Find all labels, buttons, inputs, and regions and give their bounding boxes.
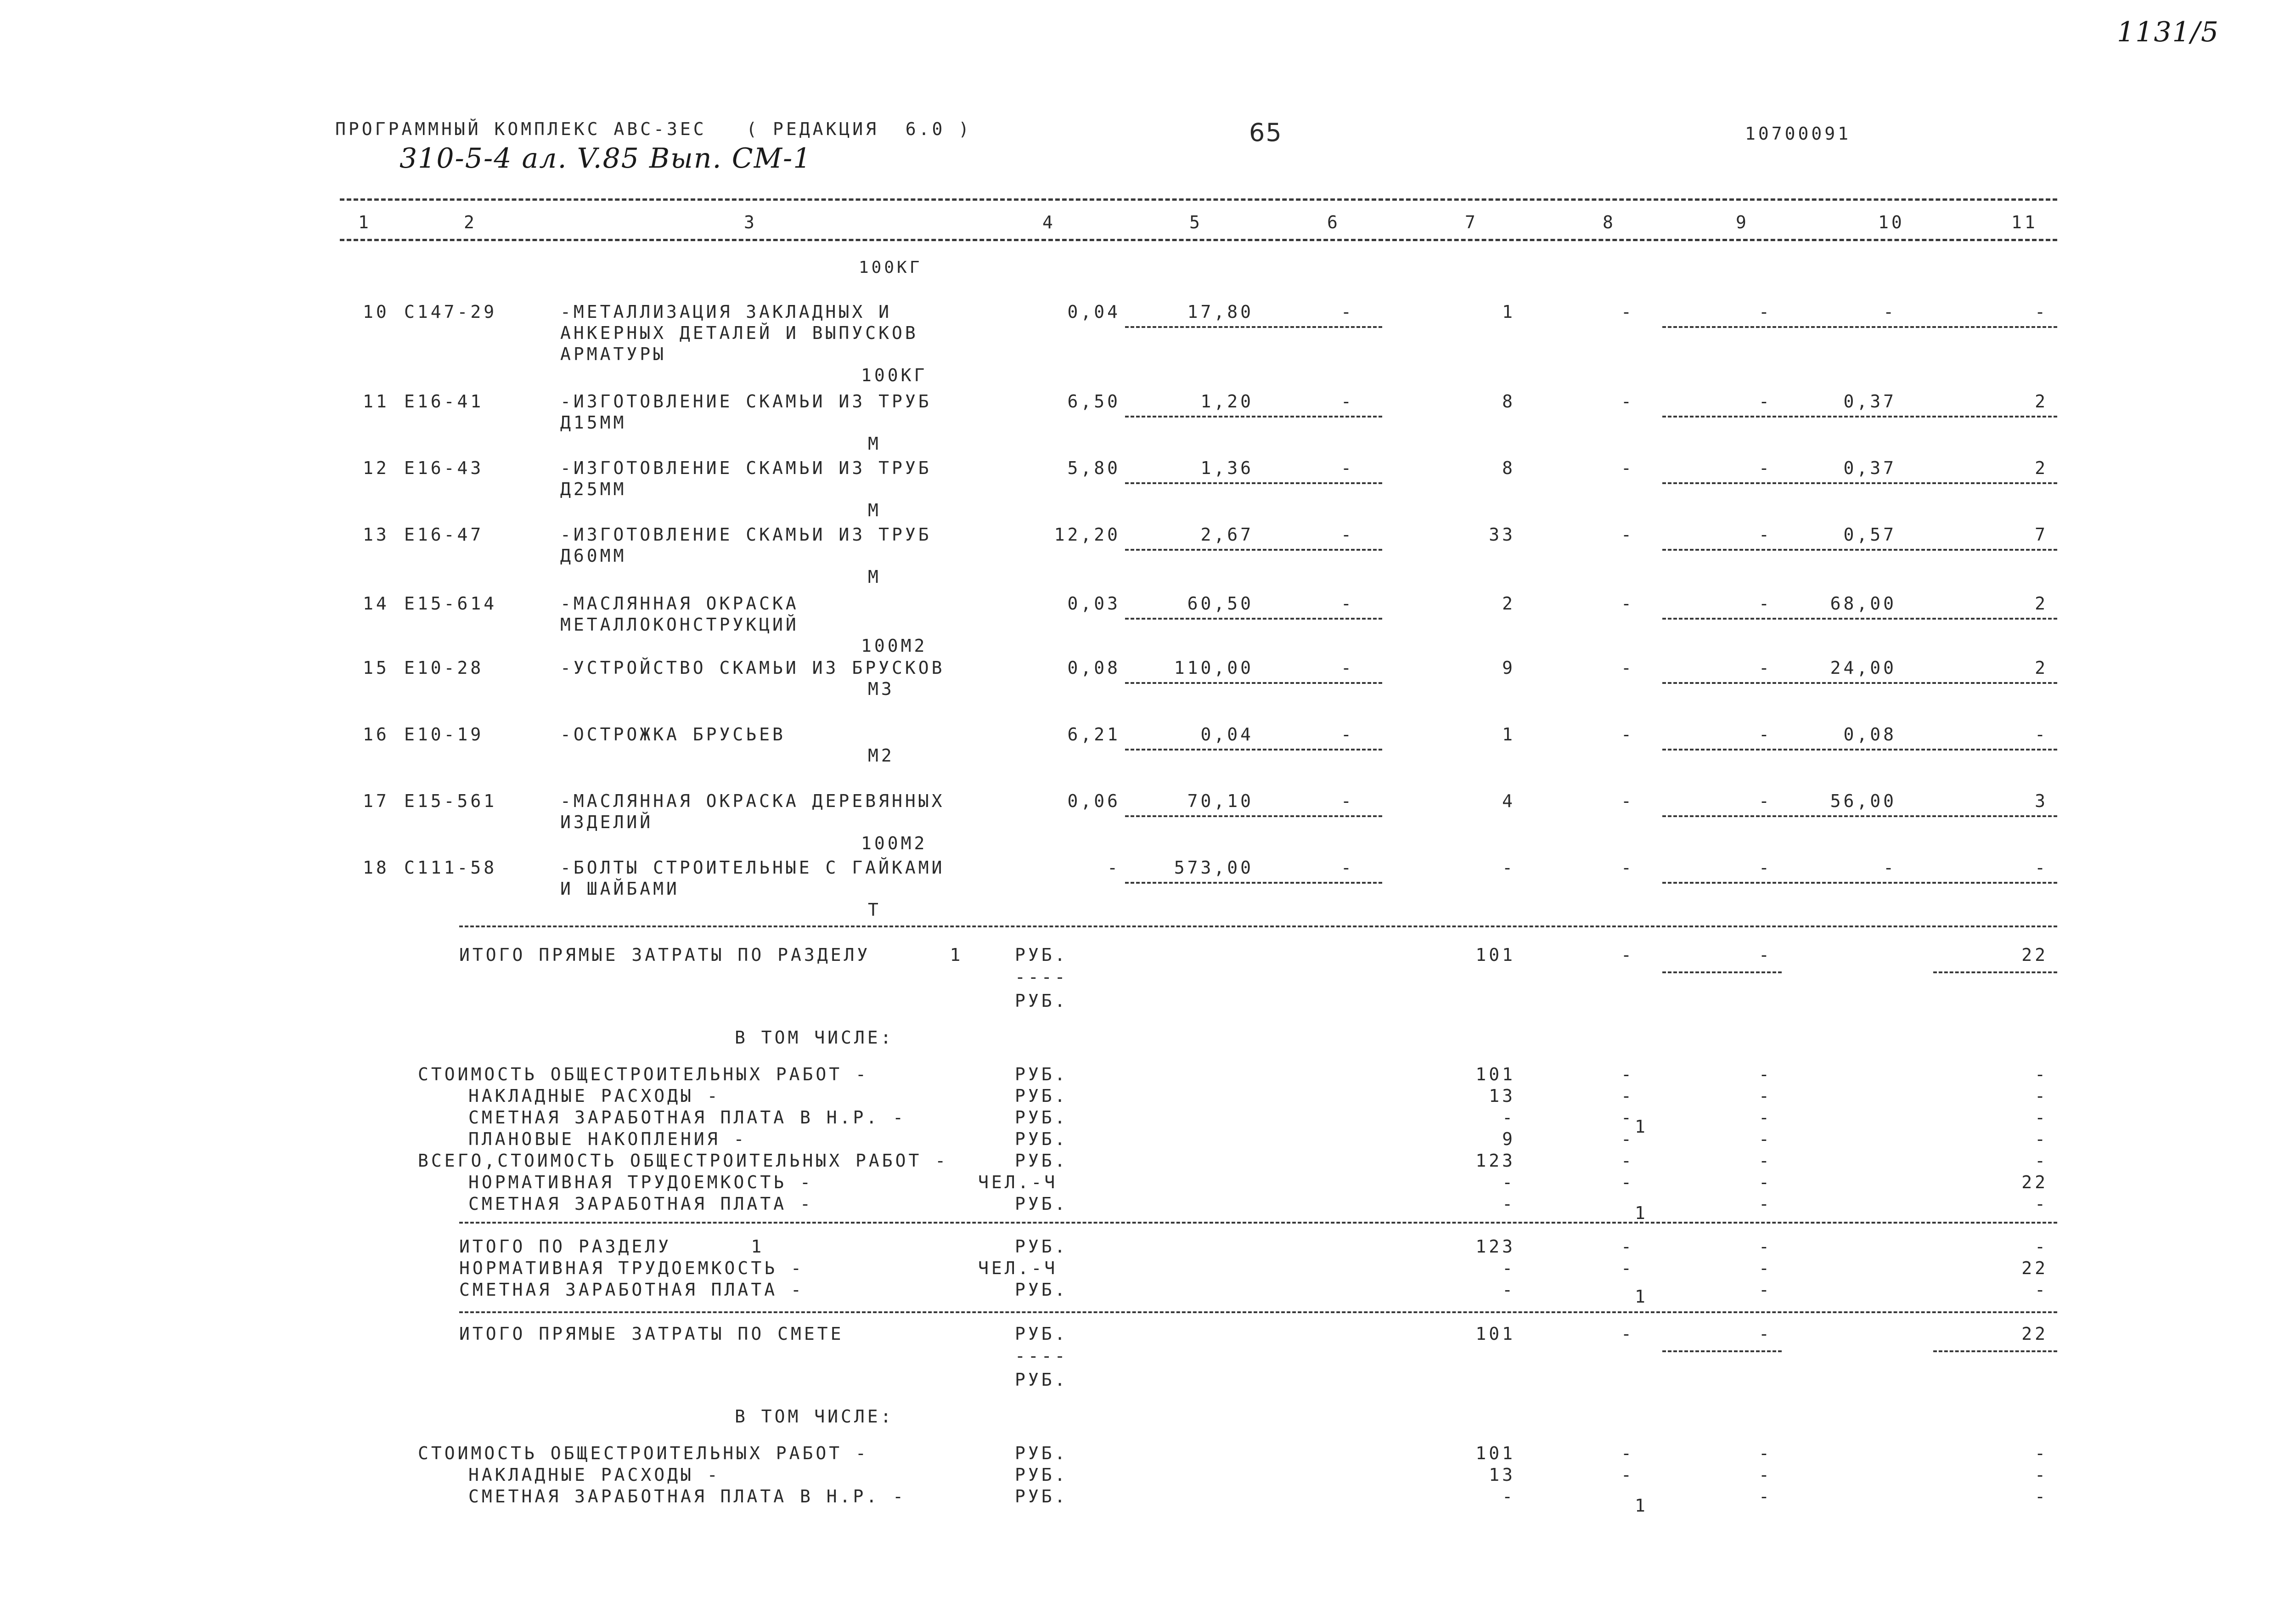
- col9-value: -: [1759, 791, 1772, 811]
- unit-of-measure: 100М2: [861, 833, 928, 853]
- column-number: 6: [1327, 212, 1340, 232]
- col11-value: 22: [2021, 1172, 2048, 1192]
- unit-price: 60,50: [1187, 593, 1254, 614]
- total-cost: 1: [1502, 724, 1515, 745]
- rate-code: Е10-28: [404, 658, 484, 678]
- total-cost: 101: [1475, 945, 1515, 965]
- col8-value: -: [1621, 945, 1634, 965]
- col6-value: -: [1341, 658, 1354, 678]
- col8-value: -: [1621, 1151, 1634, 1171]
- col10-value: 0,57: [1843, 525, 1896, 545]
- section-rule: [459, 1222, 2057, 1224]
- quantity: 6,21: [1067, 724, 1120, 745]
- carry-unit: 100КГ: [859, 258, 923, 277]
- total-cost: -: [1502, 1258, 1515, 1278]
- work-description: -МАСЛЯННАЯ ОКРАСКА: [560, 593, 799, 614]
- col8-value: -: [1621, 302, 1634, 322]
- col11-value: -: [2035, 1107, 2048, 1128]
- work-description: Д15ММ: [560, 412, 627, 433]
- program-title: ПРОГРАММНЫЙ КОМПЛЕКС АВС-ЗЕС ( РЕДАКЦИЯ 6.0 ): [335, 119, 972, 139]
- row-number: 14: [363, 593, 389, 614]
- summary-line-label: ПЛАНОВЫЕ НАКОПЛЕНИЯ -: [468, 1129, 747, 1149]
- col8-subvalue: 1: [1635, 1117, 1648, 1137]
- col9-value: -: [1759, 525, 1772, 545]
- col11-value: -: [2035, 1236, 2048, 1257]
- section-rule: [459, 1311, 2057, 1313]
- unit-of-measure: 100М2: [861, 636, 928, 656]
- col11-value: 22: [2021, 1324, 2048, 1344]
- col10-value: 0,37: [1843, 458, 1896, 478]
- col11-value: -: [2035, 858, 2048, 878]
- unit: РУБ.: [1015, 945, 1068, 965]
- unit-price: 1,20: [1200, 391, 1254, 412]
- col11-value: -: [2035, 1194, 2048, 1214]
- total-cost: -: [1502, 1486, 1515, 1507]
- rate-code: Е16-43: [404, 458, 484, 478]
- cost-subrule: [1662, 416, 2057, 418]
- col8-subvalue: 1: [1635, 1203, 1648, 1223]
- col8-value: -: [1621, 858, 1634, 878]
- work-description: -БОЛТЫ СТРОИТЕЛЬНЫЕ С ГАЙКАМИ: [560, 858, 945, 878]
- col11-value: -: [2035, 1064, 2048, 1084]
- col11-value: -: [2035, 302, 2048, 322]
- total-cost: 9: [1502, 658, 1515, 678]
- unit: РУБ.: [1015, 1370, 1068, 1390]
- work-description: МЕТАЛЛОКОНСТРУКЦИЙ: [560, 615, 799, 635]
- column-number: 4: [1042, 212, 1056, 232]
- handwritten-reference: 310-5-4 ал. V.85 Вып. СМ-1: [400, 142, 812, 175]
- col8-value: -: [1621, 391, 1634, 412]
- cost-subrule: [1662, 749, 2057, 751]
- col8-value: -: [1621, 1443, 1634, 1463]
- col11-value: 3: [2035, 791, 2048, 811]
- work-description: -УСТРОЙСТВО СКАМЬИ ИЗ БРУСКОВ: [560, 658, 945, 678]
- unit: РУБ.: [1015, 1236, 1068, 1257]
- col6-value: -: [1341, 593, 1354, 614]
- separator: ----: [1015, 1346, 1068, 1366]
- cost-subrule: [1662, 1350, 1782, 1352]
- col9-value: -: [1759, 1129, 1772, 1149]
- unit-of-measure: М2: [868, 745, 895, 766]
- col10-value: 56,00: [1830, 791, 1896, 811]
- col9-value: -: [1759, 658, 1772, 678]
- total-cost: -: [1502, 1194, 1515, 1214]
- total-cost: 33: [1489, 525, 1515, 545]
- cost-subrule: [1662, 326, 2057, 328]
- work-description: АНКЕРНЫХ ДЕТАЛЕЙ И ВЫПУСКОВ: [560, 323, 918, 343]
- work-description: -МЕТАЛЛИЗАЦИЯ ЗАКЛАДНЫХ И: [560, 302, 892, 322]
- unit: РУБ.: [1015, 1064, 1068, 1084]
- section-total-label: ИТОГО ПО РАЗДЕЛУ 1: [459, 1236, 765, 1257]
- unit: РУБ.: [1015, 1107, 1068, 1128]
- summary-line-label: ВСЕГО,СТОИМОСТЬ ОБЩЕСТРОИТЕЛЬНЫХ РАБОТ -: [418, 1151, 949, 1171]
- quantity: 0,08: [1067, 658, 1120, 678]
- col9-value: -: [1759, 302, 1772, 322]
- total-cost: 13: [1489, 1086, 1515, 1106]
- col9-value: -: [1759, 1280, 1772, 1300]
- col9-value: -: [1759, 1443, 1772, 1463]
- col11-value: -: [2035, 1443, 2048, 1463]
- col9-value: -: [1759, 391, 1772, 412]
- total-cost: 101: [1475, 1324, 1515, 1344]
- column-number: 7: [1465, 212, 1478, 232]
- cost-subrule: [1662, 882, 2057, 884]
- cost-subrule: [1662, 682, 2057, 684]
- col10-value: 0,37: [1843, 391, 1896, 412]
- col9-value: -: [1759, 1086, 1772, 1106]
- summary-line-label: НАКЛАДНЫЕ РАСХОДЫ -: [468, 1086, 720, 1106]
- summary-line-label: СТОИМОСТЬ ОБЩЕСТРОИТЕЛЬНЫХ РАБОТ -: [418, 1443, 869, 1463]
- unit: РУБ.: [1015, 1151, 1068, 1171]
- col6-value: -: [1341, 458, 1354, 478]
- total-cost: 2: [1502, 593, 1515, 614]
- work-description: -ИЗГОТОВЛЕНИЕ СКАМЬИ ИЗ ТРУБ: [560, 525, 932, 545]
- direct-costs-label: ИТОГО ПРЯМЫЕ ЗАТРАТЫ ПО РАЗДЕЛУ 1: [459, 945, 963, 965]
- unit-of-measure: М: [868, 500, 881, 520]
- col11-value: -: [2035, 1151, 2048, 1171]
- summary-line-label: СМЕТНАЯ ЗАРАБОТНАЯ ПЛАТА В Н.Р. -: [468, 1486, 906, 1507]
- row-number: 12: [363, 458, 389, 478]
- col10-value: 24,00: [1830, 658, 1896, 678]
- col8-subvalue: 1: [1635, 1495, 1648, 1516]
- col9-value: -: [1759, 1172, 1772, 1192]
- unit: РУБ.: [1015, 1194, 1068, 1214]
- col9-value: -: [1759, 1151, 1772, 1171]
- col8-value: -: [1621, 525, 1634, 545]
- header-rule: [340, 239, 2057, 241]
- price-subrule: [1125, 882, 1382, 884]
- price-subrule: [1125, 749, 1382, 751]
- total-cost: 101: [1475, 1443, 1515, 1463]
- column-number: 1: [358, 212, 371, 232]
- summary-line-label: НАКЛАДНЫЕ РАСХОДЫ -: [468, 1465, 720, 1485]
- col6-value: -: [1341, 724, 1354, 745]
- document-code: 10700091: [1745, 124, 1851, 144]
- cost-subrule: [1662, 815, 2057, 817]
- quantity: 12,20: [1054, 525, 1120, 545]
- col11-value: 22: [2021, 1258, 2048, 1278]
- unit: РУБ.: [1015, 1465, 1068, 1485]
- unit: ЧЕЛ.-Ч: [978, 1258, 1058, 1278]
- col6-value: -: [1341, 525, 1354, 545]
- col9-value: -: [1759, 458, 1772, 478]
- page-number: 65: [1249, 118, 1283, 147]
- total-cost: 9: [1502, 1129, 1515, 1149]
- col11-value: 22: [2021, 945, 2048, 965]
- col11-value: -: [2035, 1280, 2048, 1300]
- unit-of-measure: М: [868, 567, 881, 587]
- unit-of-measure: М: [868, 434, 881, 454]
- col10-value: 68,00: [1830, 593, 1896, 614]
- col11-value: -: [2035, 1465, 2048, 1485]
- col8-subvalue: 1: [1635, 1287, 1648, 1307]
- col8-value: -: [1621, 1172, 1634, 1192]
- total-cost: 123: [1475, 1236, 1515, 1257]
- unit: РУБ.: [1015, 1086, 1068, 1106]
- col11-value: 2: [2035, 658, 2048, 678]
- price-subrule: [1125, 482, 1382, 484]
- col6-value: -: [1341, 858, 1354, 878]
- work-description: И ШАЙБАМИ: [560, 879, 680, 899]
- col8-value: -: [1621, 724, 1634, 745]
- summary-line-label: НОРМАТИВНАЯ ТРУДОЕМКОСТЬ -: [468, 1172, 813, 1192]
- col11-value: 7: [2035, 525, 2048, 545]
- cost-subrule: [1933, 971, 2057, 973]
- col8-value: -: [1621, 593, 1634, 614]
- work-description: -ОСТРОЖКА БРУСЬЕВ: [560, 724, 786, 745]
- column-number: 11: [2011, 212, 2038, 232]
- col9-value: -: [1759, 1064, 1772, 1084]
- unit-of-measure: 100КГ: [861, 365, 928, 385]
- quantity: 0,03: [1067, 593, 1120, 614]
- unit-of-measure: Т: [868, 900, 881, 920]
- total-cost: 123: [1475, 1151, 1515, 1171]
- work-description: АРМАТУРЫ: [560, 344, 667, 364]
- including-label: В ТОМ ЧИСЛЕ:: [735, 1406, 894, 1427]
- unit-price: 110,00: [1174, 658, 1254, 678]
- direct-costs-label: ИТОГО ПРЯМЫЕ ЗАТРАТЫ ПО СМЕТЕ: [459, 1324, 844, 1344]
- rate-code: С147-29: [404, 302, 497, 322]
- work-description: ИЗДЕЛИЙ: [560, 812, 653, 832]
- total-cost: 8: [1502, 458, 1515, 478]
- col11-value: -: [2035, 1086, 2048, 1106]
- col8-value: -: [1621, 1465, 1634, 1485]
- total-cost: -: [1502, 1172, 1515, 1192]
- column-number: 3: [744, 212, 757, 232]
- rate-code: Е15-561: [404, 791, 497, 811]
- col8-value: -: [1621, 1258, 1634, 1278]
- column-number: 9: [1736, 212, 1749, 232]
- col8-value: -: [1621, 791, 1634, 811]
- col6-value: -: [1341, 391, 1354, 412]
- corner-mark: 1131/5: [2117, 16, 2220, 48]
- total-cost: -: [1502, 1280, 1515, 1300]
- unit: РУБ.: [1015, 1129, 1068, 1149]
- col11-value: 2: [2035, 458, 2048, 478]
- row-number: 10: [363, 302, 389, 322]
- col9-value: -: [1759, 1258, 1772, 1278]
- cost-subrule: [1662, 482, 2057, 484]
- quantity: 6,50: [1067, 391, 1120, 412]
- cost-subrule: [1933, 1350, 2057, 1352]
- total-cost: -: [1502, 858, 1515, 878]
- unit: РУБ.: [1015, 1443, 1068, 1463]
- total-cost: 101: [1475, 1064, 1515, 1084]
- column-number: 2: [464, 212, 477, 232]
- col9-value: -: [1759, 1324, 1772, 1344]
- rate-code: Е16-41: [404, 391, 484, 412]
- col9-value: -: [1759, 945, 1772, 965]
- top-rule: [340, 198, 2057, 201]
- price-subrule: [1125, 326, 1382, 328]
- unit: РУБ.: [1015, 1486, 1068, 1507]
- separator: ----: [1015, 967, 1068, 987]
- total-cost: -: [1502, 1107, 1515, 1128]
- unit-price: 573,00: [1174, 858, 1254, 878]
- col11-value: -: [2035, 724, 2048, 745]
- col8-value: -: [1621, 1086, 1634, 1106]
- quantity: 5,80: [1067, 458, 1120, 478]
- price-subrule: [1125, 815, 1382, 817]
- total-cost: 13: [1489, 1465, 1515, 1485]
- section-total-label: СМЕТНАЯ ЗАРАБОТНАЯ ПЛАТА -: [459, 1280, 804, 1300]
- col11-value: -: [2035, 1129, 2048, 1149]
- summary-line-label: СМЕТНАЯ ЗАРАБОТНАЯ ПЛАТА В Н.Р. -: [468, 1107, 906, 1128]
- col8-value: -: [1621, 1324, 1634, 1344]
- col9-value: -: [1759, 1486, 1772, 1507]
- including-label: В ТОМ ЧИСЛЕ:: [735, 1027, 894, 1048]
- col6-value: -: [1341, 302, 1354, 322]
- unit-price: 2,67: [1200, 525, 1254, 545]
- price-subrule: [1125, 682, 1382, 684]
- col9-value: -: [1759, 1107, 1772, 1128]
- col8-value: -: [1621, 1107, 1634, 1128]
- unit: РУБ.: [1015, 991, 1068, 1011]
- col10-value: -: [1883, 302, 1896, 322]
- rate-code: Е15-614: [404, 593, 497, 614]
- work-description: -ИЗГОТОВЛЕНИЕ СКАМЬИ ИЗ ТРУБ: [560, 458, 932, 478]
- col10-value: -: [1883, 858, 1896, 878]
- col11-value: -: [2035, 1486, 2048, 1507]
- unit-price: 1,36: [1200, 458, 1254, 478]
- column-number: 8: [1603, 212, 1616, 232]
- work-description: -ИЗГОТОВЛЕНИЕ СКАМЬИ ИЗ ТРУБ: [560, 391, 932, 412]
- col11-value: 2: [2035, 391, 2048, 412]
- col8-value: -: [1621, 1129, 1634, 1149]
- unit: ЧЕЛ.-Ч: [978, 1172, 1058, 1192]
- unit-of-measure: М3: [868, 679, 895, 699]
- col8-value: -: [1621, 458, 1634, 478]
- unit: РУБ.: [1015, 1324, 1068, 1344]
- cost-subrule: [1662, 971, 1782, 973]
- col9-value: -: [1759, 1465, 1772, 1485]
- rate-code: С111-58: [404, 858, 497, 878]
- quantity: 0,06: [1067, 791, 1120, 811]
- price-subrule: [1125, 549, 1382, 551]
- row-number: 17: [363, 791, 389, 811]
- row-number: 11: [363, 391, 389, 412]
- row-number: 18: [363, 858, 389, 878]
- unit: РУБ.: [1015, 1280, 1068, 1300]
- section-rule: [459, 926, 2057, 927]
- quantity: -: [1107, 858, 1120, 878]
- unit-price: 17,80: [1187, 302, 1254, 322]
- summary-line-label: СТОИМОСТЬ ОБЩЕСТРОИТЕЛЬНЫХ РАБОТ -: [418, 1064, 869, 1084]
- work-description: Д25ММ: [560, 479, 627, 499]
- unit-price: 0,04: [1200, 724, 1254, 745]
- cost-subrule: [1662, 549, 2057, 551]
- col8-value: -: [1621, 1064, 1634, 1084]
- col9-value: -: [1759, 858, 1772, 878]
- total-cost: 1: [1502, 302, 1515, 322]
- col9-value: -: [1759, 724, 1772, 745]
- work-description: -МАСЛЯННАЯ ОКРАСКА ДЕРЕВЯННЫХ: [560, 791, 945, 811]
- col8-value: -: [1621, 1236, 1634, 1257]
- price-subrule: [1125, 416, 1382, 418]
- price-subrule: [1125, 618, 1382, 620]
- col6-value: -: [1341, 791, 1354, 811]
- col9-value: -: [1759, 593, 1772, 614]
- col10-value: 0,08: [1843, 724, 1896, 745]
- col8-value: -: [1621, 658, 1634, 678]
- total-cost: 8: [1502, 391, 1515, 412]
- row-number: 13: [363, 525, 389, 545]
- summary-line-label: СМЕТНАЯ ЗАРАБОТНАЯ ПЛАТА -: [468, 1194, 813, 1214]
- col9-value: -: [1759, 1194, 1772, 1214]
- column-number: 10: [1878, 212, 1905, 232]
- rate-code: Е16-47: [404, 525, 484, 545]
- column-number: 5: [1189, 212, 1203, 232]
- quantity: 0,04: [1067, 302, 1120, 322]
- col11-value: 2: [2035, 593, 2048, 614]
- unit-price: 70,10: [1187, 791, 1254, 811]
- work-description: Д60ММ: [560, 546, 627, 566]
- row-number: 16: [363, 724, 389, 745]
- col9-value: -: [1759, 1236, 1772, 1257]
- section-total-label: НОРМАТИВНАЯ ТРУДОЕМКОСТЬ -: [459, 1258, 804, 1278]
- rate-code: Е10-19: [404, 724, 484, 745]
- total-cost: 4: [1502, 791, 1515, 811]
- row-number: 15: [363, 658, 389, 678]
- cost-subrule: [1662, 618, 2057, 620]
